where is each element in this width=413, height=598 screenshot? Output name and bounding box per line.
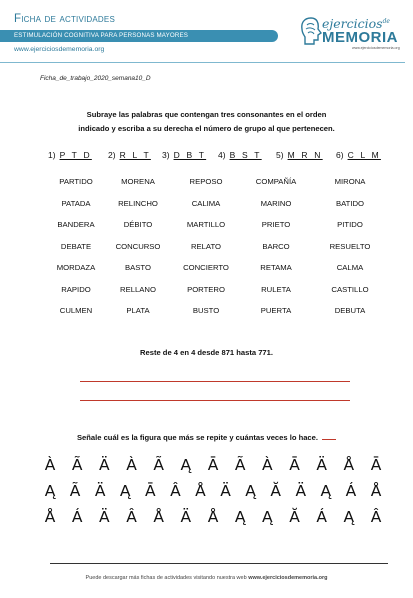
letter-figure[interactable]: Ą [44, 482, 56, 500]
footer-url[interactable]: www.ejerciciosdememoria.org [248, 575, 328, 581]
word-item[interactable]: CALMA [336, 263, 364, 272]
word-item[interactable]: CALIMA [191, 198, 221, 208]
letter-figure[interactable]: Ą [180, 456, 192, 474]
letter-figure[interactable]: Ä [180, 508, 192, 526]
word-item[interactable]: PUERTA [260, 306, 292, 315]
letter-figure[interactable]: Ä [295, 482, 307, 500]
letter-figure[interactable]: Å [370, 482, 382, 500]
letter-figure[interactable]: Ä [94, 482, 106, 500]
letter-figure[interactable]: À [44, 456, 56, 474]
letter-figure[interactable]: Ą [343, 508, 355, 526]
word-item[interactable]: RETAMA [260, 263, 292, 272]
word-item[interactable]: BARCO [262, 241, 290, 251]
letter-figure[interactable]: Â [370, 508, 382, 526]
word-item[interactable]: DEBUTA [334, 306, 366, 315]
group-3: 3) D B T [162, 150, 207, 160]
letter-figure[interactable]: Ă [270, 482, 281, 500]
word-item[interactable]: REPOSO [189, 177, 223, 186]
word-item[interactable]: MORDAZA [56, 263, 96, 272]
letter-figure[interactable]: Ã [71, 456, 83, 474]
word-item[interactable]: CONCURSO [115, 241, 161, 251]
header-url[interactable]: www.ejerciciosdememoria.org [14, 46, 105, 53]
word-item[interactable]: MIRONA [334, 177, 366, 186]
task2-instruction: Reste de 4 en 4 desde 871 hasta 771. [140, 348, 273, 357]
letter-figure[interactable]: Ă [289, 508, 300, 526]
word-item[interactable]: BANDERA [57, 220, 95, 229]
group-6: 6) C L M [336, 150, 381, 160]
group-1: 1) P T D [48, 150, 92, 160]
group-2: 2) R L T [108, 150, 151, 160]
letter-figure[interactable]: Ą [245, 482, 256, 500]
letter-figure[interactable]: Å [44, 508, 56, 526]
word-item[interactable]: RESUELTO [329, 241, 371, 251]
footer-divider [50, 563, 388, 564]
letter-figure[interactable]: Å [153, 508, 164, 526]
answer-line-2[interactable] [80, 400, 350, 401]
logo-url: www.ejerciciosdememoria.org [352, 46, 400, 50]
brain-head-icon [300, 16, 322, 46]
word-item[interactable]: BASTO [125, 263, 151, 272]
task1-instruction-line1: Subraye las palabras que contengan tres consonantes en el orden [86, 110, 327, 119]
word-item[interactable]: DÉBITO [123, 220, 153, 229]
letter-figure[interactable]: Â [170, 482, 181, 500]
letter-figure[interactable]: Ą [119, 482, 131, 500]
letter-figure[interactable]: À [262, 456, 273, 474]
group-4: 4) B S T [218, 150, 262, 160]
worksheet-reference: Ficha_de_trabajo_2020_semana10_D [40, 75, 151, 82]
footer: Puede descargar más fichas de actividades visitando nuestra web www.ejerciciosdememoria.org [85, 575, 328, 581]
letter-figure[interactable]: Ä [99, 508, 110, 526]
word-item[interactable]: MARTILLO [186, 220, 226, 229]
word-item[interactable]: RULETA [261, 284, 291, 294]
logo [300, 14, 410, 54]
task1-instruction-line2: indicado y escriba a su derecha el número de grupo al que pertenecen. [78, 124, 335, 133]
letter-figure[interactable]: Ā [289, 456, 300, 474]
word-item[interactable]: COMPAÑÍA [255, 177, 297, 186]
letter-figure[interactable]: Â [126, 508, 137, 526]
word-item[interactable]: RELLANO [120, 284, 156, 294]
letter-figure[interactable]: Ą [234, 508, 246, 526]
logo-top-text: ejercicios$^{de}$ [322, 16, 390, 31]
letter-row [40, 482, 385, 504]
word-item[interactable]: PRIETO [261, 220, 291, 229]
letter-figure[interactable]: Ą [262, 508, 273, 526]
worksheet-title: Ficha de actividades [14, 13, 115, 25]
letter-figure[interactable]: Ä [220, 482, 231, 500]
word-item[interactable]: CASTILLO [331, 284, 369, 294]
word-item[interactable]: PITIDO [337, 220, 363, 229]
answer-line-1[interactable] [80, 381, 350, 382]
letter-figure[interactable]: Ā [370, 456, 382, 474]
word-item[interactable]: RELATO [190, 241, 222, 251]
letter-row [40, 508, 385, 530]
word-item[interactable]: PLATA [126, 306, 150, 315]
header [0, 0, 413, 76]
word-item[interactable]: DEBATE [60, 241, 92, 251]
word-item[interactable]: BUSTO [192, 306, 220, 315]
letter-figure[interactable]: Á [316, 508, 327, 526]
letter-row [40, 456, 385, 478]
word-item[interactable]: MORENA [121, 177, 155, 186]
letter-figure[interactable]: Ą [320, 482, 332, 500]
answer-blank[interactable] [322, 432, 336, 440]
header-divider [0, 62, 405, 63]
word-item[interactable]: CULMEN [59, 306, 93, 315]
letter-figure[interactable]: Ã [69, 482, 81, 500]
task3-instruction: Señale cuál es la figura que más se repite y cuántas veces lo hace. [0, 432, 413, 442]
word-item[interactable]: RAPIDO [61, 284, 91, 294]
letter-figure[interactable]: Ä [316, 456, 327, 474]
letter-figure[interactable]: Å [343, 456, 355, 474]
logo-main-text: MEMORIA [322, 29, 398, 46]
letter-figure[interactable]: Ä [99, 456, 110, 474]
word-item[interactable]: PARTIDO [59, 177, 93, 186]
letter-figure[interactable]: Ā [144, 482, 156, 500]
letter-figure[interactable]: Å [207, 508, 219, 526]
letter-figure[interactable]: Ã [234, 456, 246, 474]
letter-figure[interactable]: À [126, 456, 137, 474]
word-item[interactable]: CONCIERTO [183, 263, 229, 272]
word-item[interactable]: MARINO [260, 198, 292, 208]
letter-figure[interactable]: Ã [153, 456, 164, 474]
worksheet-subtitle: ESTIMULACIÓN COGNITIVA PARA PERSONAS MAYORES [14, 31, 189, 39]
word-item[interactable]: PORTERO [187, 284, 225, 294]
letter-figure[interactable]: Á [71, 508, 83, 526]
word-item[interactable]: BATIDO [335, 198, 365, 208]
letter-figure[interactable]: Á [345, 482, 357, 500]
word-item[interactable]: PATADA [61, 198, 91, 208]
letter-figure[interactable]: Ā [207, 456, 219, 474]
letter-figure[interactable]: Å [195, 482, 206, 500]
group-5: 5) M R N [276, 150, 323, 160]
word-item[interactable]: RELINCHO [118, 198, 158, 208]
consonant-groups [48, 150, 381, 162]
